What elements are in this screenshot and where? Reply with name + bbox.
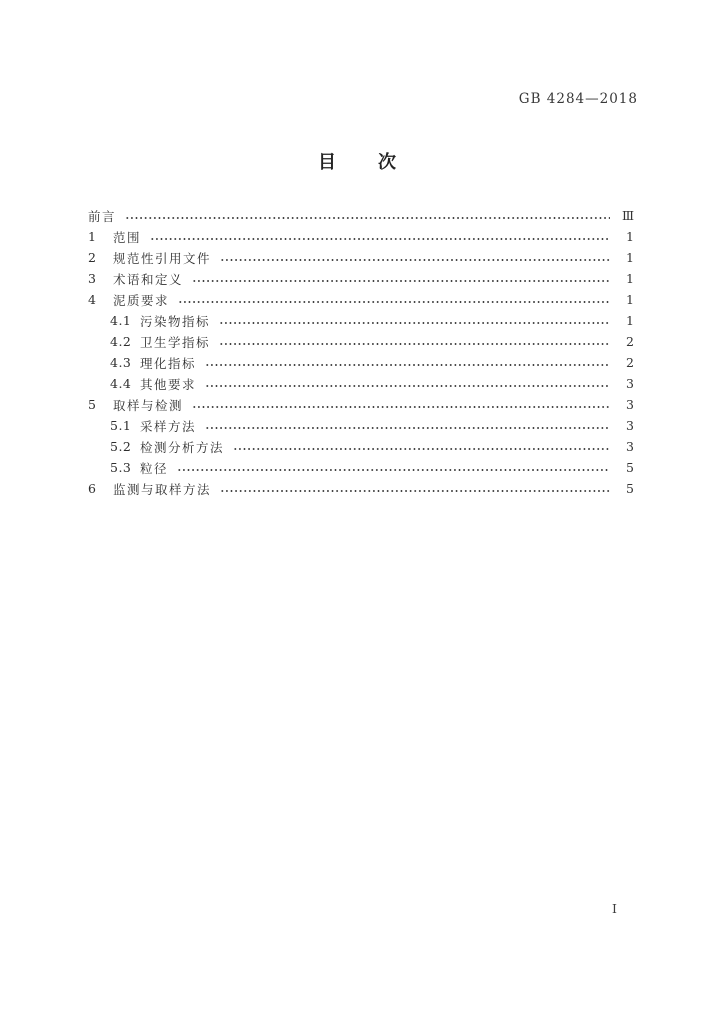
toc-page-number: 1 — [626, 313, 634, 328]
dot-leader — [205, 415, 610, 436]
toc-entry — [88, 478, 634, 499]
toc-entry — [88, 373, 634, 394]
toc-entry-number: 6 — [88, 481, 97, 496]
dot-leader — [205, 373, 610, 394]
table-of-contents — [88, 205, 634, 499]
toc-entry — [88, 457, 634, 478]
toc-entry — [88, 247, 634, 268]
dot-leader — [220, 247, 610, 268]
toc-entry-label: 范围 — [113, 229, 142, 245]
toc-entry-number: 5.3 — [110, 460, 132, 475]
toc-entry-label: 术语和定义 — [113, 271, 184, 287]
toc-entry-number: 5.1 — [110, 418, 132, 433]
page-title: 目 次 — [318, 152, 408, 173]
toc-entry-number: 4.1 — [110, 313, 132, 328]
toc-page-number: 3 — [626, 439, 634, 454]
toc-entry — [88, 352, 634, 373]
toc-entry-label: 检测分析方法 — [140, 439, 225, 455]
dot-leader — [125, 205, 610, 226]
toc-entry-label: 其他要求 — [140, 376, 197, 392]
toc-page-number: 1 — [626, 292, 634, 307]
dot-leader — [192, 394, 610, 415]
toc-entry-label: 粒径 — [140, 460, 169, 476]
toc-page-number: 5 — [626, 460, 634, 475]
toc-entry-number: 4.3 — [110, 355, 132, 370]
dot-leader — [192, 268, 610, 289]
toc-entry-number: 4.4 — [110, 376, 132, 391]
toc-entry-label: 采样方法 — [140, 418, 197, 434]
toc-entry-number: 2 — [88, 250, 97, 265]
standard-number: GB 4284—2018 — [518, 91, 638, 107]
toc-entry-label: 泥质要求 — [113, 292, 170, 308]
dot-leader — [233, 436, 610, 457]
toc-entry — [88, 415, 634, 436]
toc-entry-label: 规范性引用文件 — [113, 250, 212, 266]
dot-leader — [178, 289, 610, 310]
dot-leader — [150, 226, 610, 247]
toc-entry-label: 前言 — [88, 208, 117, 224]
dot-leader — [205, 352, 610, 373]
toc-entry — [88, 394, 634, 415]
dot-leader — [220, 478, 610, 499]
dot-leader — [219, 310, 610, 331]
toc-page-number: 1 — [626, 271, 634, 286]
toc-entry — [88, 226, 634, 247]
toc-page-number: 2 — [626, 334, 634, 349]
toc-entry-number: 5.2 — [110, 439, 132, 454]
toc-entry — [88, 436, 634, 457]
toc-entry-label: 理化指标 — [140, 355, 197, 371]
dot-leader — [177, 457, 610, 478]
dot-leader — [219, 331, 610, 352]
toc-entry-label: 监测与取样方法 — [113, 481, 212, 497]
toc-entry-label: 污染物指标 — [140, 313, 211, 329]
toc-page-number: 3 — [626, 418, 634, 433]
toc-entry — [88, 205, 634, 226]
toc-entry — [88, 331, 634, 352]
toc-entry-number: 3 — [88, 271, 97, 286]
toc-entry-label: 卫生学指标 — [140, 334, 211, 350]
toc-page-number: 2 — [626, 355, 634, 370]
toc-page-number: 3 — [626, 376, 634, 391]
toc-page-number: 1 — [626, 229, 634, 244]
toc-entry — [88, 310, 634, 331]
toc-entry-number: 4.2 — [110, 334, 132, 349]
toc-entry-number: 5 — [88, 397, 97, 412]
toc-page-number: 1 — [626, 250, 634, 265]
toc-entry-label: 取样与检测 — [113, 397, 184, 413]
footer-page-number: Ⅰ — [612, 901, 617, 916]
toc-page-number: Ⅲ — [621, 208, 634, 223]
toc-page-number: 5 — [626, 481, 634, 496]
toc-entry — [88, 289, 634, 310]
toc-entry-number: 4 — [88, 292, 97, 307]
toc-page-number: 3 — [626, 397, 634, 412]
toc-entry-number: 1 — [88, 229, 97, 244]
toc-entry — [88, 268, 634, 289]
